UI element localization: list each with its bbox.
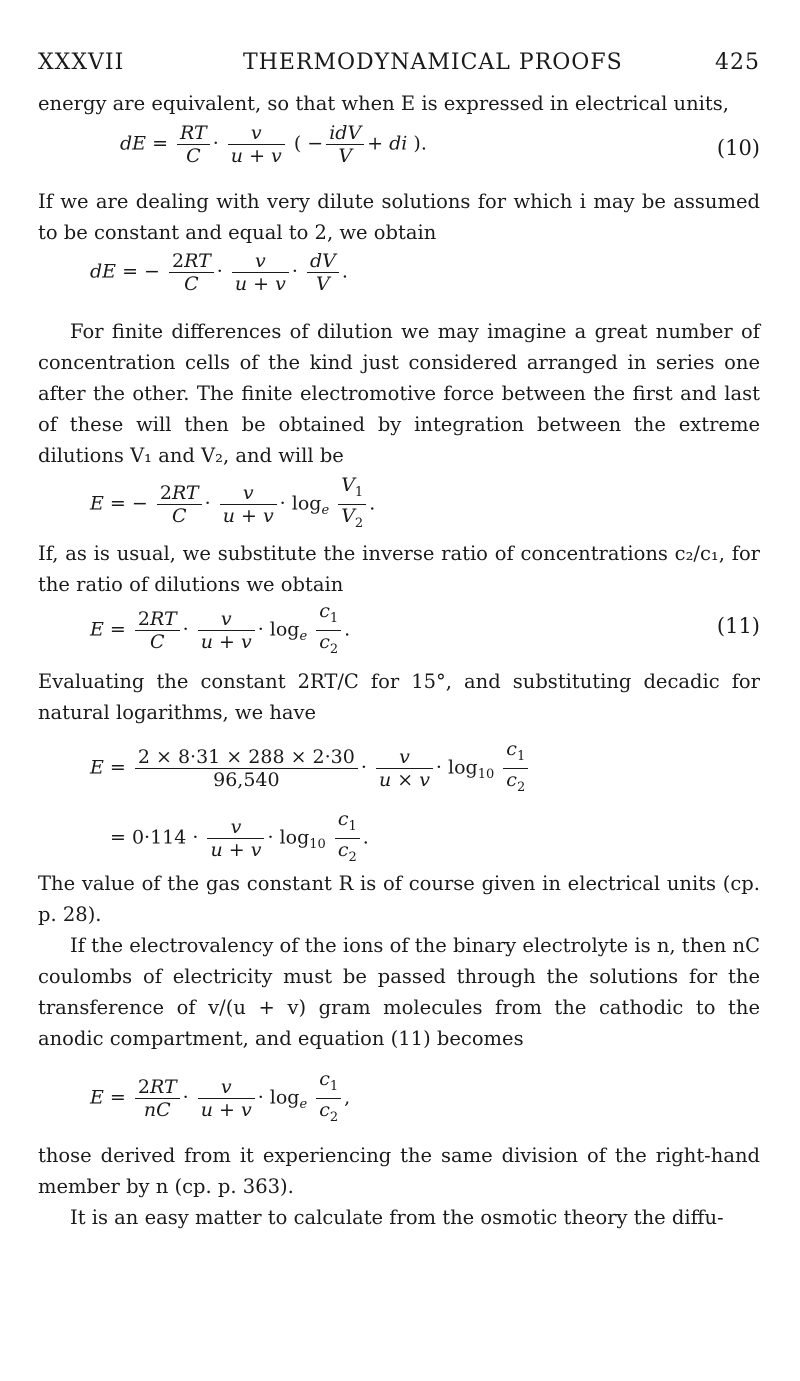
- equation-nC: E = $\frac{2RT}{nC}$ · $\frac{v}{u + v}$ · $\log_e$ $\frac{c_1}{c_2}$ ,: [90, 1068, 351, 1125]
- equation-dilute: dE = − $\frac{2RT}{C}$ · $\frac{v}{u + v}$ · $\frac{dV}{V}$ .: [90, 250, 348, 295]
- equation-finite: E = − $\frac{2RT}{C}$ · $\frac{v}{u + v}$ · $\log_e$ $\frac{V_1}{V_2}$ .: [90, 474, 376, 531]
- paragraph-1: energy are equivalent, so that when E is expressed in electrical units,: [38, 92, 729, 115]
- chapter-number: XXXVII: [38, 50, 125, 75]
- paragraph-2: If we are dealing with very dilute solutions for which i may be assumed to be constant and equal to 2, we obtain: [38, 190, 760, 244]
- paragraph-9: It is an easy matter to calculate from the osmotic theory the diffu-: [70, 1206, 724, 1229]
- paragraph-8: those derived from it experiencing the same division of the right-hand member by n (cp. p. 363).: [38, 1144, 760, 1198]
- paragraph-6: The value of the gas constant R is of course given in electrical units (cp. p. 28).: [38, 872, 760, 926]
- equation-10: dE = $\frac{RT}{C}$ · $\frac{v}{u + v}$ ( − $\frac{\text{idV}}{V}$ + di ).: [120, 122, 427, 167]
- equation-number-10: (10): [716, 136, 760, 160]
- paragraph-5: Evaluating the constant 2RT/C for 15°, and substituting decadic for natural logarithms, we have: [38, 670, 760, 724]
- running-header: [38, 50, 760, 90]
- paragraph-4: If, as is usual, we substitute the inverse ratio of concentrations c₂/c₁, for the ratio of dilutions we obtain: [38, 542, 760, 596]
- chapter-title: THERMODYNAMICAL PROOFS: [243, 50, 623, 75]
- page-number: 425: [715, 50, 760, 75]
- paragraph-7: If the electrovalency of the ions of the binary electrolyte is n, then nC coulombs of electricity must be passed through the solutions for the transference of v/(u + v) gram molecules from the cathodic to the anodic compartment, and equation (11) becomes: [38, 934, 760, 1050]
- equation-numeric-a: E = $\frac{2 \times 8\cdot 31 \times 288 \times 2\cdot 30}{96,540}$ · $\frac{v}{u \times v}$ · $\log_{10}$ $\frac{c_1}{c_2}$: [90, 738, 531, 799]
- equation-11: E = $\frac{2RT}{C}$ · $\frac{v}{u + v}$ · $\log_e$ $\frac{c_1}{c_2}$ .: [90, 600, 351, 657]
- paragraph-3: For finite differences of dilution we may imagine a great number of concentration cells of the kind just considered arranged in series one after the other. The finite electromotive force between the first and last of these will then be obtained by integration between the extreme dilutions V₁ and V₂, and will be: [38, 320, 760, 467]
- equation-number-11: (11): [716, 614, 760, 638]
- equation-numeric-b: = 0·114 · $\frac{v}{u + v}$ · $\log_{10}$ $\frac{c_1}{c_2}$ .: [110, 808, 369, 865]
